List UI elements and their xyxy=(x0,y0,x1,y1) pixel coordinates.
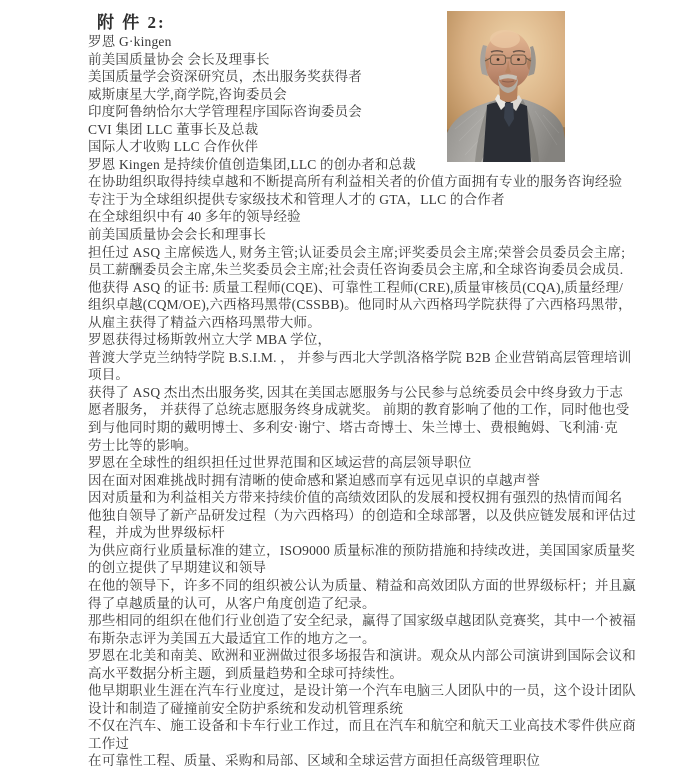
text-line: 组织卓越(CQM/OE),六西格玛黑带(CSSBB)。他同时从六西格玛学院获得了六西格玛黑带， xyxy=(88,297,632,313)
text-line: 的创立提供了早期建议和领导 xyxy=(88,560,267,576)
text-line: 国际人才收购 LLC 合作伙伴 xyxy=(88,139,259,155)
text-line: 获得了 ASQ 杰出杰出服务奖, 因其在美国志愿服务与公民参与总统委员会中终身致力于志 xyxy=(88,384,624,400)
text-line: 因在面对困难挑战时拥有清晰的使命感和紧迫感而享有远见卓识的卓越声誉 xyxy=(88,472,541,488)
text-line: 在协助组织取得持续卓越和不断提高所有利益相关者的价值方面拥有专业的服务咨询经验 xyxy=(88,174,623,190)
text-line: 前美国质量协会 会长及理事长 xyxy=(88,51,270,67)
portrait-photo xyxy=(447,11,565,162)
text-line: 罗恩获得过杨斯敦州立大学 MBA 学位， xyxy=(88,332,332,348)
text-line: 工作过 xyxy=(88,735,130,751)
text-line: 他获得 ASQ 的证书: 质量工程师(CQE)、可靠性工程师(CRE),质量审核员(CQA),质量经理/ xyxy=(88,279,624,295)
text-line: 设计和制造了碰撞前安全防护系统和发动机管理系统 xyxy=(88,700,404,716)
text-line: 从雇主获得了精益六西格玛黑带大师。 xyxy=(88,314,321,330)
text-line: 愿者服务， 并获得了总统志愿服务终身成就奖。 前期的教育影响了他的工作，同时他也受 xyxy=(88,402,630,418)
text-line: 他独自领导了新产品研发过程（为六西格玛）的创造和全球部署，以及供应链发展和评估过 xyxy=(88,507,636,523)
text-line: 得了卓越质量的认可，从客户角度创造了纪录。 xyxy=(88,595,376,611)
text-line: 普渡大学克兰纳特学院 B.S.I.M. ， 并参与西北大学凯洛格学院 B2B 企业营销高层管理培训 xyxy=(88,349,632,365)
text-line: 那些相同的组织在他们行业创造了安全纪录，赢得了国家级卓越团队竞赛奖，其中一个被福 xyxy=(88,613,636,629)
text-line: 劳士比等的影响。 xyxy=(88,437,198,453)
text-line: 前美国质量协会会长和理事长 xyxy=(88,227,267,243)
text-line: 布斯杂志评为美国五大最适宜工作的地方之一。 xyxy=(88,630,376,646)
text-line: 罗恩在全球性的组织担任过世界范围和区域运营的高层领导职位 xyxy=(88,455,472,471)
text-line: 印度阿鲁纳恰尔大学管理程序国际咨询委员会 xyxy=(88,104,362,120)
text-line: 不仅在汽车、施工设备和卡车行业工作过，而且在汽车和航空和航天工业高技术零件供应商 xyxy=(88,718,636,734)
text-line: 在他的领导下，许多不同的组织被公认为质量、精益和高效团队方面的世界级标杆；并且赢 xyxy=(88,577,636,593)
text-line: 他早期职业生涯在汽车行业度过，是设计第一个汽车电脑三人团队中的一员，这个设计团队 xyxy=(88,683,636,699)
text-line: 高水平数据分析主题，到质量趋势和全球可持续性。 xyxy=(88,665,404,681)
text-line: 项目。 xyxy=(88,367,130,383)
text-line: 为供应商行业质量标准的建立，ISO9000 质量标准的预防措施和持续改进，美国国家质量奖 xyxy=(88,542,635,558)
text-line: 罗恩在北美和南美、欧洲和亚洲做过很多场报告和演讲。观众从内部公司演讲到国际会议和 xyxy=(88,648,636,664)
text-line: 员工薪酬委员会主席,朱兰奖委员会主席;社会责任咨询委员会主席,和全球咨询委员会成员. xyxy=(88,262,624,278)
attachment-title: 附 件 2: xyxy=(97,13,166,32)
text-line: 在全球组织中有 40 多年的领导经验 xyxy=(88,209,301,225)
text-line: 担任过 ASQ 主席候选人, 财务主管;认证委员会主席;评奖委员会主席;荣誉会员委员会主席; xyxy=(88,244,626,260)
text-line: 美国质量学会资深研究员，杰出服务奖获得者 xyxy=(88,69,362,85)
text-line: 罗恩 Kingen 是持续价值创造集团,LLC 的创办者和总裁 xyxy=(88,156,416,172)
text-line: CVI 集团 LLC 董事长及总裁 xyxy=(88,121,259,137)
text-line: 威斯康星大学,商学院,咨询委员会 xyxy=(88,86,287,102)
text-line: 在可靠性工程、质量、采购和局部、区域和全球运营方面担任高级管理职位 xyxy=(88,753,541,769)
text-line: 罗恩 G·kingen xyxy=(88,34,172,49)
text-line: 程，并成为世界级标杆 xyxy=(88,525,225,541)
text-line: 专注于为全球组织提供专家级技术和管理人才的 GTA，LLC 的合作者 xyxy=(88,191,505,207)
text-line: 因对质量和为利益相关方带来持续价值的高绩效团队的发展和授权拥有强烈的热情而闻名 xyxy=(88,490,623,506)
text-line: 到与他同时期的戴明博士、多利安·谢宁、塔古奇博士、朱兰博士、费根鲍姆、飞利浦·克 xyxy=(88,420,618,436)
